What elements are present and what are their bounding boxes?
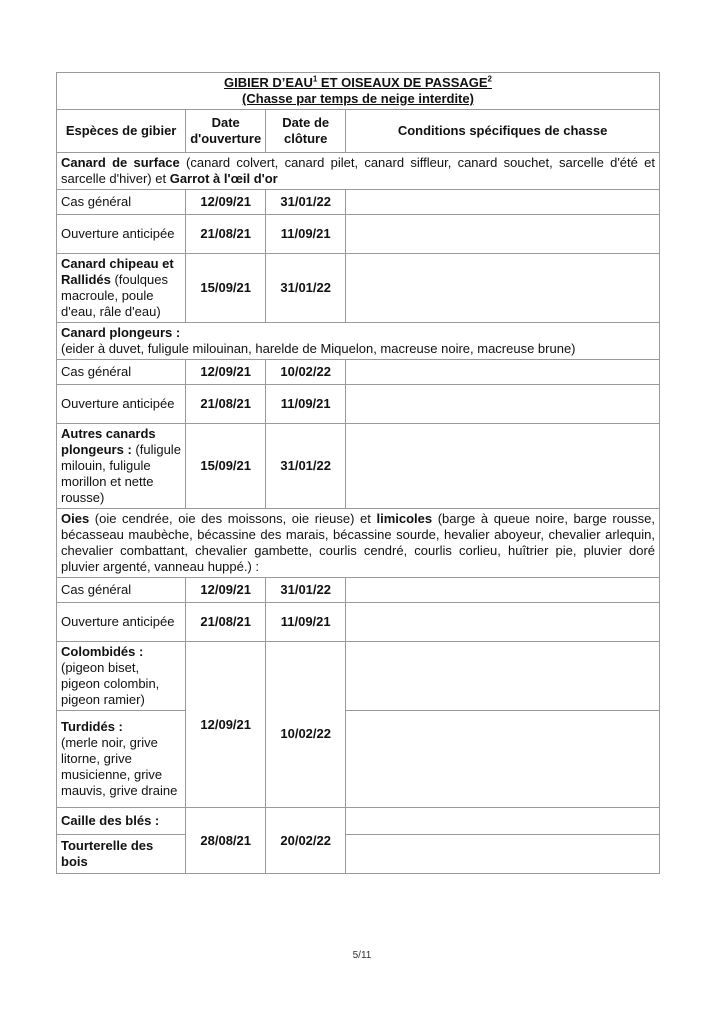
header-opening-date: Date d'ouverture <box>186 110 266 153</box>
group-label-bold-2: limicoles <box>376 511 433 526</box>
species-name-detail: (fuligule milouin, fuligule morillon et nette rousse) <box>61 442 181 505</box>
title-line-2: (Chasse par temps de neige interdite) <box>242 91 474 106</box>
conditions-cell <box>346 254 660 323</box>
species-cell: Tourterelle des bois <box>57 835 186 874</box>
closing-date-cell: 20/02/22 <box>266 808 346 874</box>
table-row-tourterelle <box>57 835 660 874</box>
opening-date-cell: 12/09/21 <box>186 642 266 808</box>
species-name-bold: Canard chipeau et Rallidés <box>61 256 174 287</box>
conditions-cell <box>346 424 660 509</box>
footnote-ref-2: 2 <box>487 74 492 84</box>
conditions-cell <box>346 835 660 874</box>
group-row-geese-waders <box>57 509 660 578</box>
species-name-detail: (pigeon biset, pigeon colombin, pigeon ramier) <box>61 660 160 707</box>
opening-date-cell: 21/08/21 <box>186 603 266 642</box>
conditions-cell <box>346 578 660 603</box>
conditions-cell <box>346 808 660 835</box>
closing-date-cell: 11/09/21 <box>266 603 346 642</box>
closing-date-cell: 11/09/21 <box>266 215 346 254</box>
conditions-cell <box>346 360 660 385</box>
group-label-text: (oie cendrée, oie des moissons, oie rieuse) et <box>89 511 377 526</box>
species-cell: Ouverture anticipée <box>57 603 186 642</box>
opening-date-cell: 12/09/21 <box>186 360 266 385</box>
conditions-cell <box>346 190 660 215</box>
species-name-bold: Turdidés : <box>61 719 123 734</box>
opening-date-cell: 15/09/21 <box>186 424 266 509</box>
opening-date-cell: 21/08/21 <box>186 385 266 424</box>
species-cell: Cas général <box>57 190 186 215</box>
closing-date-cell: 11/09/21 <box>266 385 346 424</box>
opening-date-cell: 12/09/21 <box>186 190 266 215</box>
table-row <box>57 190 660 215</box>
species-name-detail: (foulques macroule, poule d'eau, râle d'eau) <box>61 272 168 319</box>
title-part-b: ET OISEAUX DE PASSAGE <box>317 75 488 90</box>
table-row <box>57 254 660 323</box>
header-conditions: Conditions spécifiques de chasse <box>346 110 660 153</box>
closing-date-cell: 31/01/22 <box>266 190 346 215</box>
species-name-bold: Autres canards plongeurs : <box>61 426 156 457</box>
closing-date-cell: 10/02/22 <box>266 360 346 385</box>
closing-date-cell: 31/01/22 <box>266 578 346 603</box>
group-label-text: (eider à duvet, fuligule milouinan, harelde de Miquelon, macreuse noire, macreuse brune) <box>61 341 576 356</box>
table-row <box>57 215 660 254</box>
header-species: Espèces de gibier <box>57 110 186 153</box>
group-label-bold-2: Garrot à l'œil d'or <box>169 171 278 186</box>
conditions-cell <box>346 642 660 711</box>
closing-date-cell: 10/02/22 <box>266 642 346 808</box>
group-label-text-2: (barge à queue noire, barge rousse, bécasseau maubèche, bécassine des marais, bécassine sourde, hevalier aboyeur, chevalier arlequin, chevalier combattant, chevalier gambette, courlis cendré, courlis corlieu, huîtrier pie, pluvier doré pluvier argenté, vanneau huppé.) : <box>61 511 655 574</box>
closing-date-cell: 31/01/22 <box>266 424 346 509</box>
table-title <box>57 73 660 110</box>
opening-date-cell: 21/08/21 <box>186 215 266 254</box>
table-title-row <box>57 73 660 110</box>
table-row <box>57 424 660 509</box>
species-cell: Caille des blés : <box>57 808 186 835</box>
column-header-row <box>57 110 660 153</box>
header-closing-date: Date de clôture <box>266 110 346 153</box>
group-row-diving-ducks <box>57 323 660 360</box>
group-label <box>57 323 660 360</box>
table-row-turdides <box>57 711 660 808</box>
table-row <box>57 360 660 385</box>
species-cell: Ouverture anticipée <box>57 215 186 254</box>
species-name-bold: Colombidés : <box>61 644 144 659</box>
opening-date-cell: 12/09/21 <box>186 578 266 603</box>
table-row <box>57 385 660 424</box>
group-label-text: (canard colvert, canard pilet, canard siffleur, canard souchet, sarcelle d'été et sarcelle d'hiver) et <box>61 155 655 186</box>
group-label <box>57 509 660 578</box>
species-cell <box>57 642 186 711</box>
conditions-cell <box>346 385 660 424</box>
hunting-seasons-table <box>56 72 660 874</box>
group-label-bold: Canard plongeurs : <box>61 325 181 340</box>
species-cell: Cas général <box>57 360 186 385</box>
group-label-bold: Oies <box>61 511 90 526</box>
title-part-a: GIBIER D’EAU <box>224 75 313 90</box>
table-row-colombides <box>57 642 660 711</box>
conditions-cell <box>346 711 660 808</box>
footnote-ref-1: 1 <box>312 74 318 84</box>
table-row <box>57 603 660 642</box>
opening-date-cell: 15/09/21 <box>186 254 266 323</box>
closing-date-cell: 31/01/22 <box>266 254 346 323</box>
species-cell <box>57 711 186 808</box>
title-line-1 <box>61 75 655 91</box>
species-cell <box>57 254 186 323</box>
conditions-cell <box>346 215 660 254</box>
hunting-dates-sheet <box>56 72 660 874</box>
table-row <box>57 578 660 603</box>
species-cell <box>57 424 186 509</box>
species-name-detail: (merle noir, grive litorne, grive musicienne, grive mauvis, grive draine <box>61 735 178 798</box>
page-number: 5/11 <box>352 950 372 961</box>
group-row-surface-ducks <box>57 153 660 190</box>
group-label <box>57 153 660 190</box>
opening-date-cell: 28/08/21 <box>186 808 266 874</box>
conditions-cell <box>346 603 660 642</box>
species-cell: Ouverture anticipée <box>57 385 186 424</box>
table-row-caille <box>57 808 660 835</box>
group-label-bold: Canard de surface <box>61 155 180 170</box>
species-cell: Cas général <box>57 578 186 603</box>
